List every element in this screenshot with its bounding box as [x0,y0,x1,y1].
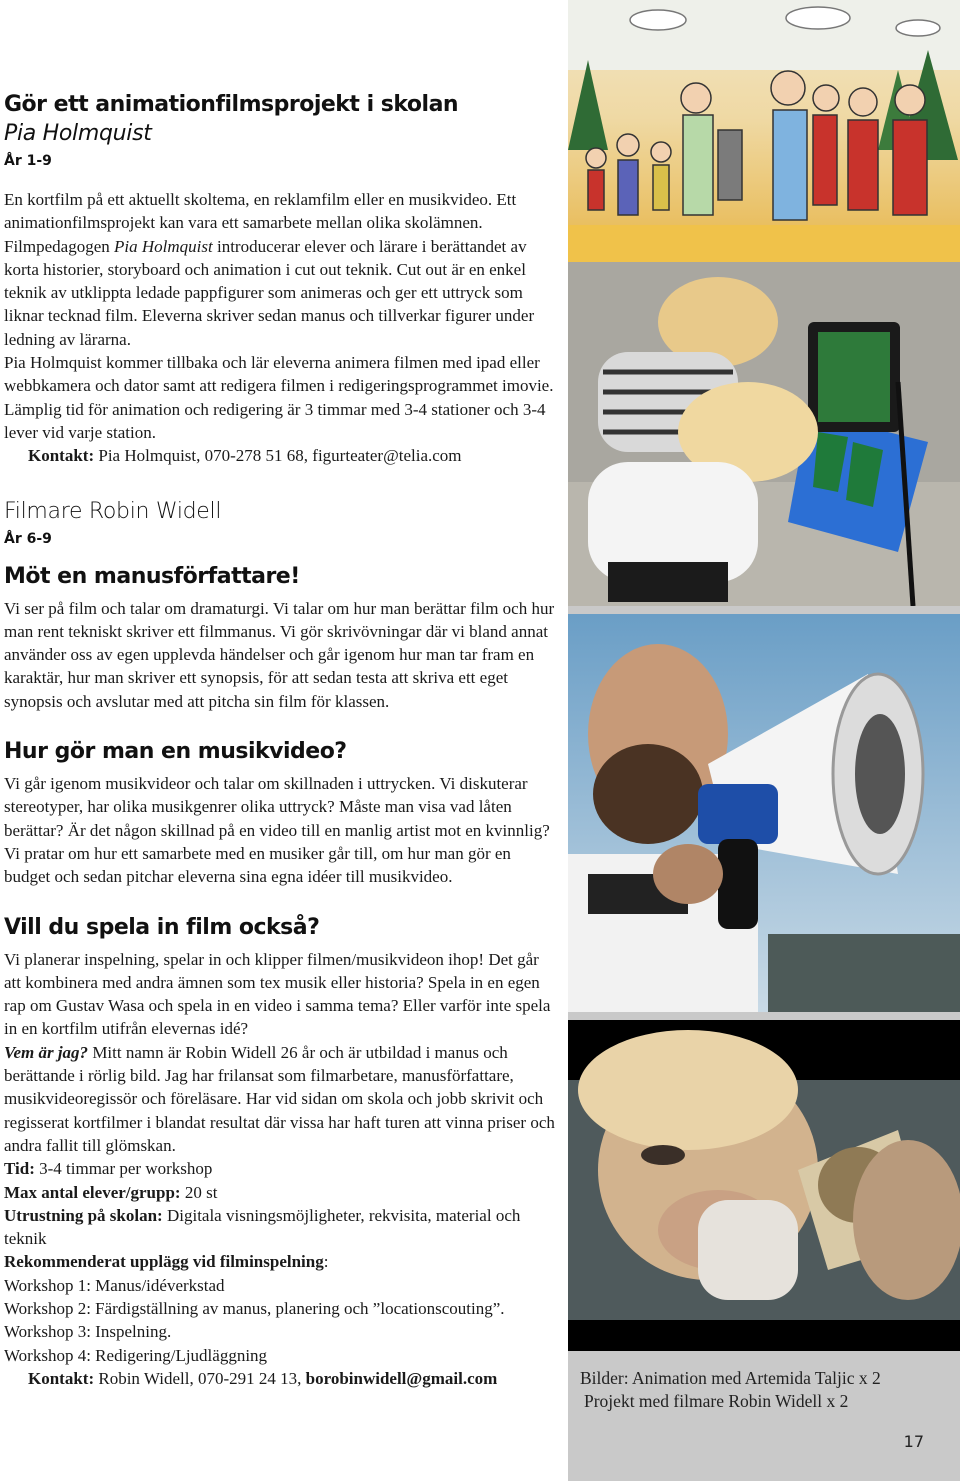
section1-paragraph-1: En kortfilm på ett aktuellt skoltema, en reklamfilm eller en musikvideo. Ett animationfilmsprojekt kan vara ett samarbete mellan olika skolämnen. Filmpedagogen Pia Holmquist introducerar elever och lärare i berättandet av korta historier, storyboard och animation i cut out teknik. Cut out är en enkel teknik av utklippta ledade pappfigurer som animeras och ger ett uttryck som liknar tecknad film. Eleverna skriver sedan manus och tillverkar figurer under ledning av lärarna. [4,190,535,349]
info-max: Max antal elever/grupp: 20 st [4,1182,218,1202]
paragraph-vem: Vem är jag? Mitt namn är Robin Widell 26 år och är utbildad i manus och berättande i rörlig bild. Jag har frilansat som filmarbetare, manusförfattare, musikvideoregissör och föreläsare. Har vid sidan om skola och jobb skrivit och regisserat kortfilmer i blandat resultat där vissa har haft turen att vinna priser och andra fallit till glömskan. [4,1042,555,1155]
paragraph-manus: Vi ser på film och talar om dramaturgi. Vi talar om hur man berättar film och hur man rent tekniskt skriver ett filmmanus. Vi gör skrivövningar där vi bland annat använder oss av egen upplevda händelser och går igenom hur man tar fram en karaktär, hur man skriver ett synopsis, för att sedan testa att skriva ett eget synopsis och avslutar med att pitcha sin film för klassen. [4,598,555,711]
caption-line-2: Projekt med filmare Robin Widell x 2 [584,1391,849,1411]
section1-contact: Kontakt: Pia Holmquist, 070-278 51 68, figurteater@telia.com [28,446,462,466]
main-column [4,90,560,1390]
section1-name-italic: Pia Holmquist [114,236,213,256]
section2-grade: År 6-9 [4,530,52,547]
paragraph-spela: Vi planerar inspelning, spelar in och klipper filmen/musikvideon ihop! Det går att kombinera med andra ämnen som tex musik eller historia? Spela in en egen rap om Gustav Wasa och spela in en video i samma tema? Eller varför inte spela in en kortfilm utifrån elevernas idé? [4,949,551,1039]
workshop-item: Workshop 4: Redigering/Ljudläggning [4,1345,268,1365]
woman-coffee-image [568,1020,960,1351]
heading-manus: Möt en manusförfattare! [4,563,300,589]
paragraph-musikvideo: Vi går igenom musikvideor och talar om skillnaden i uttrycken. Vi diskuterar stereotyper, har olika musikgenrer olika uttryck? Måste man visa vad låten berättar? Är det någon skillnad på en video till en manlig artist mot en kvinnlig? Vi pratar om hur ett samarbete med en musiker går till, om hur man gör en budget och sedan pitchar eleverna sina egna idéer till musikvideo. [4,774,550,887]
section1-grade: År 1-9 [4,153,52,169]
heading-spela: Vill du spela in film också? [4,914,320,940]
page-number: 17 [903,1432,924,1451]
caption-line-1: Bilder: Animation med Artemida Taljic x 2 [580,1368,881,1388]
megaphone-man-image [568,614,960,1012]
section1-paragraph-2: Pia Holmquist kommer tillbaka och lär eleverna animera filmen med ipad eller webbkamera och dator samt att redigera filmen i redigeringsprogrammet imovie. Lämplig tid för animation och redigering är 3 timmar med 3-4 stationer och 3-4 lever vid varje station. [4,353,554,442]
image-caption [580,1367,950,1413]
workshop-item: Workshop 2: Färdigställning av manus, planering och ”locationscouting”. [4,1298,505,1318]
info-utrustning: Utrustning på skolan: Digitala visningsmöjligheter, rekvisita, material och teknik [4,1205,521,1249]
info-tid: Tid: 3-4 timmar per workshop [4,1159,213,1179]
section1-author: Pia Holmquist [4,121,152,146]
heading-musikvideo: Hur gör man en musikvideo? [4,739,347,765]
info-rekommenderat: Rekommenderat upplägg vid filminspelning: [4,1252,329,1272]
workshop-item: Workshop 3: Inspelning. [4,1322,172,1342]
section2-contact: Kontakt: Robin Widell, 070-291 24 13, borobinwidell@gmail.com [28,1368,498,1388]
section2-author: Filmare Robin Widell [4,498,222,524]
section1-title: Gör ett animationfilmsprojekt i skolan [4,92,459,117]
workshop-item: Workshop 1: Manus/idéverkstad [4,1275,225,1295]
children-ipad-image [568,262,960,606]
drawing-image [568,0,960,262]
